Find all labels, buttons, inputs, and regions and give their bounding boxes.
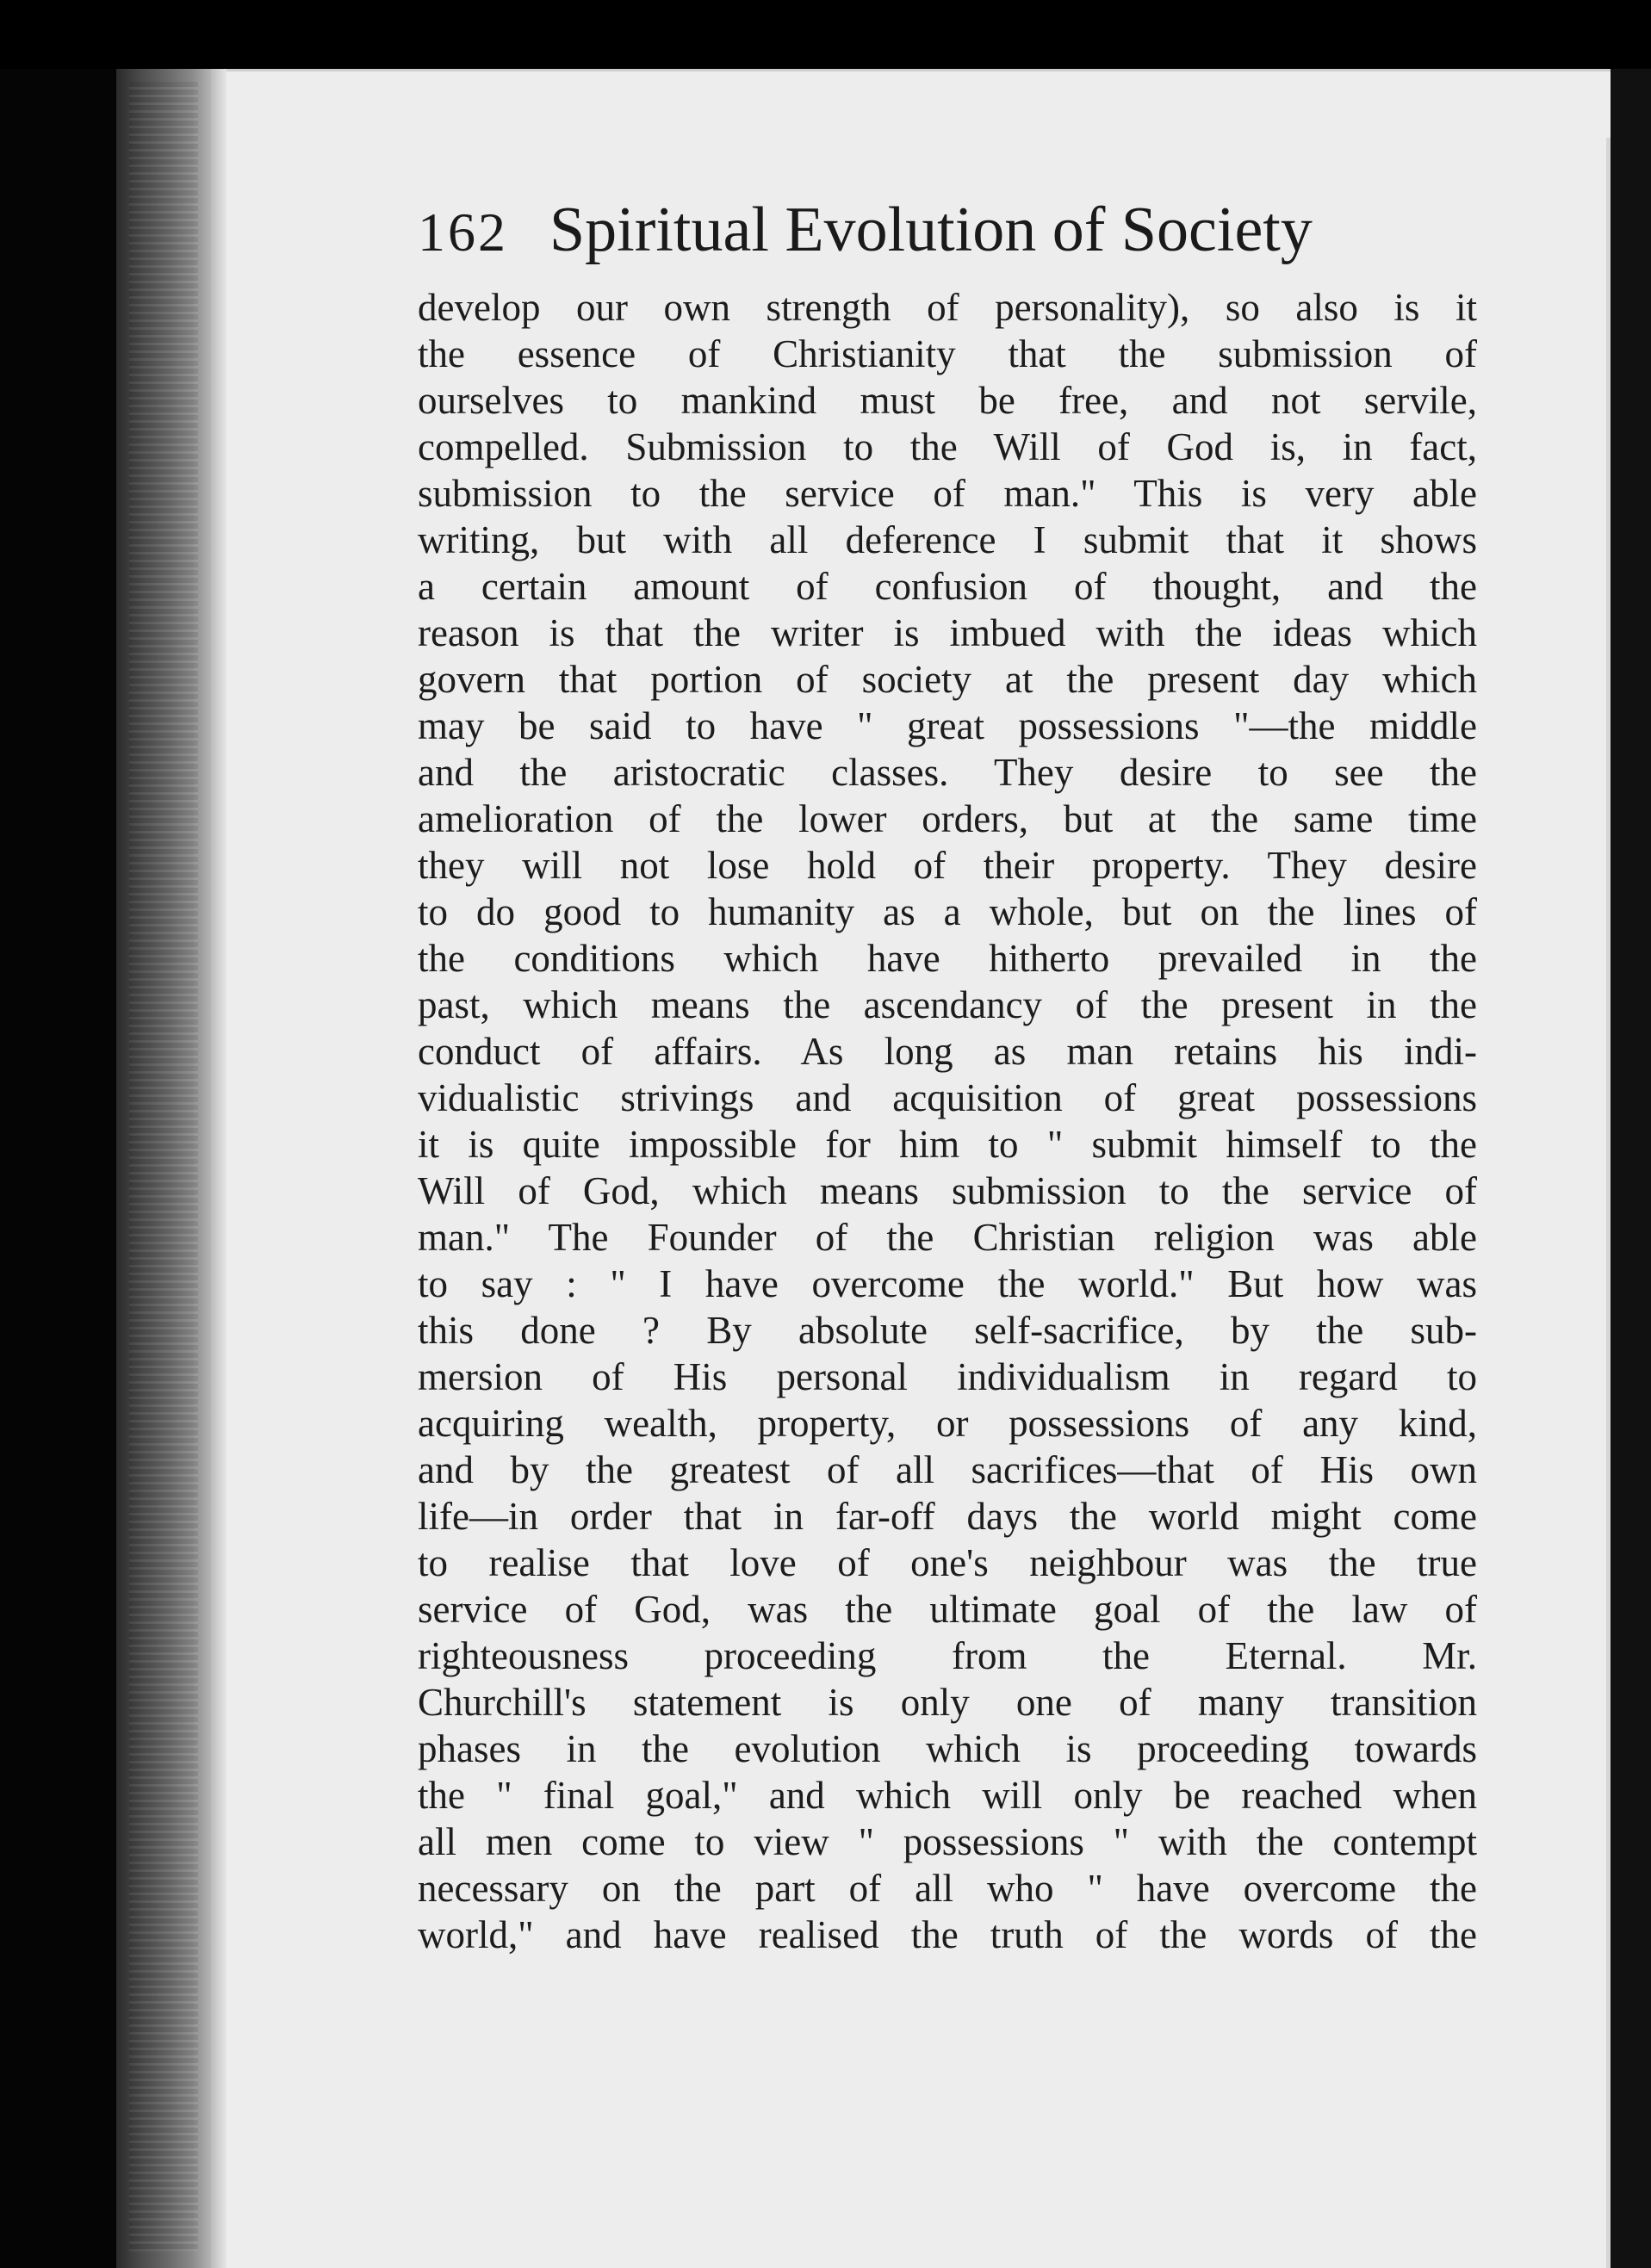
text-line: and by the greatest of all sacrifices—that of His own xyxy=(418,1448,1477,1491)
text-line: to realise that love of one's neighbour was the true xyxy=(418,1541,1477,1584)
text-line: reason is that the writer is imbued with the ideas which xyxy=(418,611,1477,654)
text-line: Will of God, which means submission to the service of xyxy=(418,1169,1477,1212)
text-line: service of God, was the ultimate goal of the law of xyxy=(418,1588,1477,1631)
page-number: 162 xyxy=(418,201,508,263)
text-line: may be said to have " great possessions "—the middle xyxy=(418,704,1477,747)
text-line: and the aristocratic classes. They desire to see the xyxy=(418,751,1477,794)
text-line: acquiring wealth, property, or possessions of any kind, xyxy=(418,1402,1477,1445)
text-line: ourselves to mankind must be free, and not servile, xyxy=(418,379,1477,422)
text-line: mersion of His personal individualism in regard to xyxy=(418,1355,1477,1398)
text-line: to say : " I have overcome the world." But how was xyxy=(418,1262,1477,1305)
text-line: submission to the service of man." This is very able xyxy=(418,472,1477,515)
text-line: to do good to humanity as a whole, but on the lines of xyxy=(418,890,1477,933)
text-line: Churchill's statement is only one of many transition xyxy=(418,1681,1477,1724)
page-left-edge xyxy=(211,69,227,2268)
text-line: man." The Founder of the Christian religion was able xyxy=(418,1216,1477,1259)
text-line: writing, but with all deference I submit that it shows xyxy=(418,518,1477,561)
text-line: they will not lose hold of their property. They desire xyxy=(418,844,1477,887)
text-line: a certain amount of confusion of thought, and the xyxy=(418,565,1477,608)
body-text xyxy=(418,284,1477,1958)
text-line: past, which means the ascendancy of the present in the xyxy=(418,983,1477,1026)
text-line: phases in the evolution which is proceeding towards xyxy=(418,1727,1477,1770)
text-line: conduct of affairs. As long as man retains his indi- xyxy=(418,1030,1477,1073)
facing-page-edge xyxy=(1606,138,1611,2268)
spine-texture xyxy=(129,82,198,2252)
text-line: it is quite impossible for him to " submit himself to the xyxy=(418,1123,1477,1166)
text-line: righteousness proceeding from the Eternal. Mr. xyxy=(418,1634,1477,1677)
text-line: all men come to view " possessions " with the contempt xyxy=(418,1820,1477,1863)
running-title: Spiritual Evolution of Society xyxy=(549,195,1313,265)
text-line: compelled. Submission to the Will of God is, in fact, xyxy=(418,425,1477,468)
scan-right-border xyxy=(1611,69,1651,2268)
text-line: the conditions which have hitherto prevailed in the xyxy=(418,937,1477,980)
text-line: the " final goal," and which will only be reached when xyxy=(418,1774,1477,1817)
text-line: vidualistic strivings and acquisition of great possessions xyxy=(418,1076,1477,1119)
text-line: this done ? By absolute self-sacrifice, by the sub- xyxy=(418,1309,1477,1352)
text-line: govern that portion of society at the present day which xyxy=(418,658,1477,701)
text-line: the essence of Christianity that the submission of xyxy=(418,332,1477,375)
scan-top-border xyxy=(0,0,1651,69)
text-line: world," and have realised the truth of the words of the xyxy=(418,1913,1477,1956)
text-line: develop our own strength of personality), so also is it xyxy=(418,286,1477,329)
page-header xyxy=(418,194,1494,276)
text-line: life—in order that in far-off days the world might come xyxy=(418,1495,1477,1538)
text-line: necessary on the part of all who " have overcome the xyxy=(418,1867,1477,1910)
text-line: amelioration of the lower orders, but at the same time xyxy=(418,797,1477,840)
